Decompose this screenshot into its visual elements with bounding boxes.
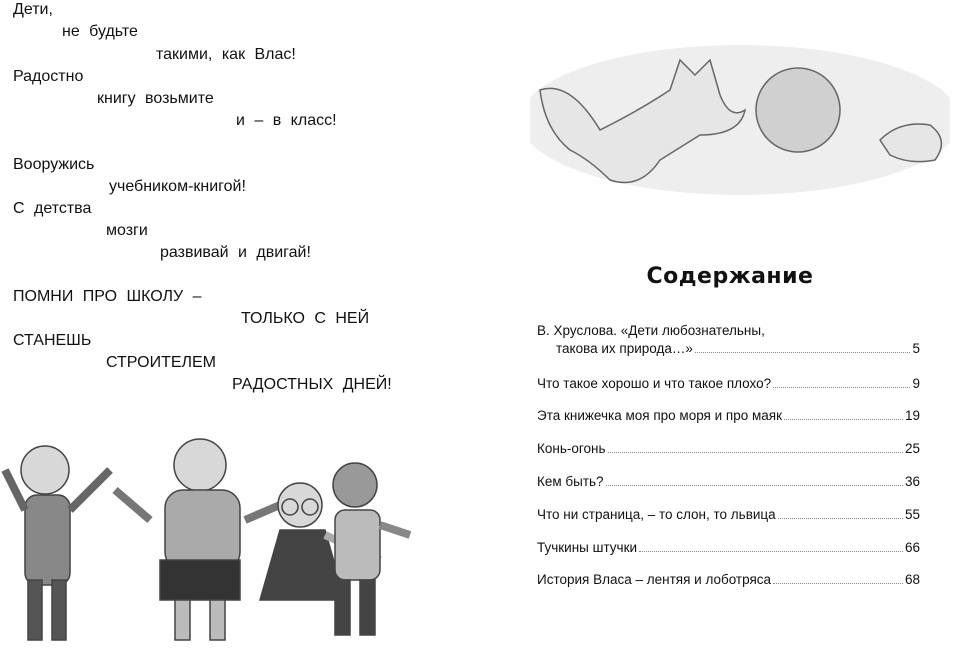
toc-page-number: 19	[904, 408, 920, 423]
toc-entry-title: такова их природа…»	[556, 341, 693, 356]
poem-line: СТРОИТЕЛЕМ	[106, 354, 217, 371]
poem-line: книгу возьмите	[97, 90, 214, 107]
leader-dots	[773, 583, 903, 584]
poem-line: не будьте	[62, 23, 138, 40]
leader-dots	[695, 352, 911, 353]
toc-entry[interactable]	[537, 407, 920, 425]
toc-entry[interactable]	[537, 506, 920, 524]
toc-entry-title: История Власа – лентяя и лоботряса	[537, 572, 772, 587]
toc-entry[interactable]	[537, 375, 920, 393]
poem-line: мозги	[106, 222, 148, 239]
leader-dots	[608, 452, 903, 453]
contents-title: Содержание	[646, 264, 814, 289]
poem-line: такими, как Влас!	[156, 46, 296, 63]
leader-dots	[778, 518, 903, 519]
toc-page-number: 68	[904, 572, 920, 587]
toc-entry-title: Конь-огонь	[537, 441, 606, 456]
toc-page-number: 25	[904, 441, 920, 456]
toc-entry[interactable]	[537, 322, 920, 358]
leader-dots	[606, 485, 903, 486]
leader-dots	[639, 551, 903, 552]
poem-line: С детства	[13, 200, 92, 217]
poem-line: ТОЛЬКО С НЕЙ	[241, 310, 370, 327]
toc-page-number: 36	[904, 474, 920, 489]
poem-line: учебником-книгой!	[109, 178, 246, 195]
children-illustration	[0, 410, 420, 664]
leader-dots	[773, 387, 910, 388]
toc-entry-title: Что ни страница, – то слон, то львица	[537, 507, 776, 522]
toc-entry-title: В. Хруслова. «Дети любознательны,	[537, 323, 765, 338]
toc-entry-title: Тучкины штучки	[537, 540, 638, 555]
poem-line: ПОМНИ ПРО ШКОЛУ –	[13, 288, 202, 305]
poem-line: Радостно	[13, 68, 84, 85]
toc-page-number: 5	[912, 341, 920, 356]
poem-line: и – в класс!	[236, 112, 337, 129]
toc-entry-title: Эта книжечка моя про моря и про маяк	[537, 408, 782, 423]
toc-entry[interactable]	[537, 440, 920, 458]
poem-line: СТАНЕШЬ	[13, 332, 92, 349]
toc-page-number: 66	[904, 540, 920, 555]
toc-page-number: 55	[904, 507, 920, 522]
poem-line: РАДОСТНЫХ ДНЕЙ!	[232, 376, 392, 393]
toc-entry[interactable]	[537, 571, 920, 589]
leader-dots	[784, 419, 903, 420]
poem-line: развивай и двигай!	[160, 244, 311, 261]
toc-entry[interactable]	[537, 473, 920, 491]
poem-line: Дети,	[13, 1, 53, 18]
toc-entry[interactable]	[537, 539, 920, 557]
cat-ball-mouse-illustration	[530, 40, 950, 205]
poem-line: Вооружись	[13, 156, 95, 173]
toc-entry-title: Кем быть?	[537, 474, 604, 489]
toc-entry-title: Что такое хорошо и что такое плохо?	[537, 376, 772, 391]
toc-page-number: 9	[912, 376, 920, 391]
